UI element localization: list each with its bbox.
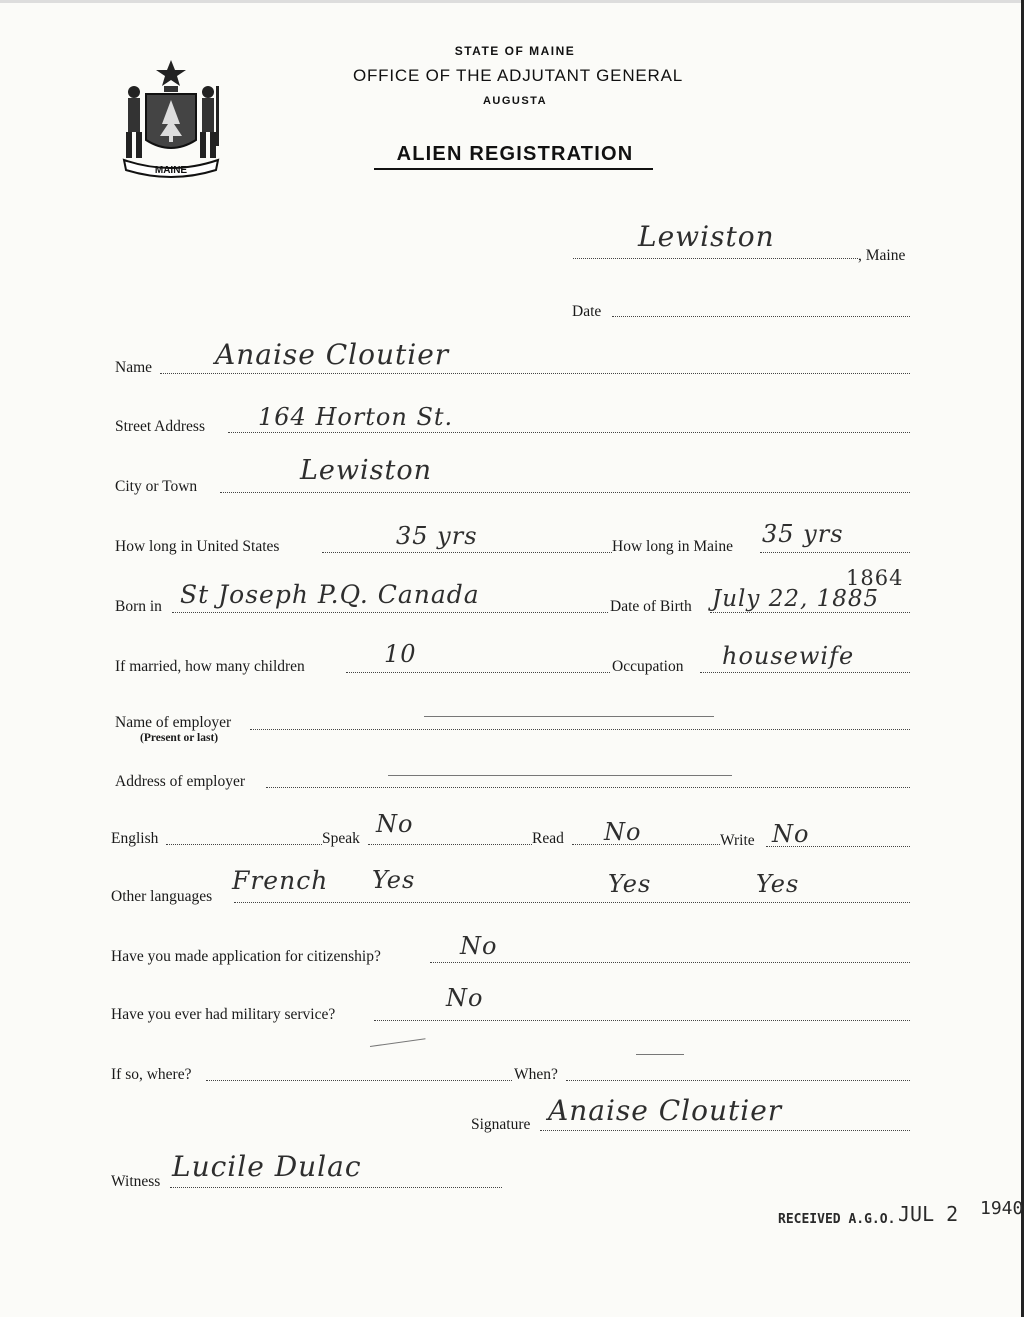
- received-stamp-text: RECEIVED A.G.O.: [778, 1212, 896, 1227]
- how-long-maine-field[interactable]: [760, 552, 910, 553]
- date-of-birth-value: July 22, 1885: [712, 586, 880, 612]
- employer-address-label: Address of employer: [115, 773, 245, 790]
- title-underline: [374, 168, 653, 170]
- other-language-speak: Yes: [372, 866, 416, 894]
- date-of-birth-field[interactable]: [710, 612, 910, 613]
- blank-dash: [636, 1054, 684, 1055]
- english-line: [166, 844, 322, 845]
- english-label: English: [111, 830, 159, 847]
- occupation-label: Occupation: [612, 658, 684, 675]
- born-in-field[interactable]: [172, 612, 608, 613]
- occupation-field[interactable]: [700, 672, 910, 673]
- how-long-us-label: How long in United States: [115, 538, 280, 555]
- city-or-town-field[interactable]: [220, 492, 910, 493]
- english-speak-field[interactable]: [368, 844, 532, 845]
- children-label: If married, how many children: [115, 658, 305, 675]
- city-or-town-label: City or Town: [115, 478, 198, 495]
- date-field[interactable]: [612, 316, 910, 317]
- employer-name-sublabel: (Present or last): [140, 732, 219, 744]
- witness-field[interactable]: [170, 1187, 502, 1188]
- street-address-value: 164 Horton St.: [258, 403, 454, 431]
- blank-dash: [388, 775, 732, 776]
- other-languages-label: Other languages: [111, 888, 213, 905]
- military-value: No: [446, 984, 484, 1012]
- header-state: STATE OF MAINE: [454, 44, 576, 58]
- english-speak-label: Speak: [322, 830, 360, 847]
- place-line: [573, 258, 858, 259]
- other-language-read: Yes: [608, 870, 652, 898]
- seal-motto: MAINE: [154, 165, 188, 176]
- english-read-label: Read: [532, 830, 564, 847]
- citizenship-value: No: [460, 932, 498, 960]
- date-label: Date: [572, 303, 602, 320]
- when-field[interactable]: [566, 1080, 910, 1081]
- children-field[interactable]: [346, 672, 610, 673]
- born-in-value: St Joseph P.Q. Canada: [180, 580, 480, 609]
- employer-address-field[interactable]: [266, 787, 910, 788]
- date-of-birth-correction: 1864: [846, 566, 904, 590]
- name-field[interactable]: [160, 373, 910, 374]
- military-label: Have you ever had military service?: [111, 1006, 336, 1023]
- military-field[interactable]: [374, 1020, 910, 1021]
- english-speak-value: No: [376, 810, 414, 838]
- other-language-write: Yes: [756, 870, 800, 898]
- name-label: Name: [115, 359, 153, 376]
- street-address-field[interactable]: [228, 432, 910, 433]
- how-long-us-field[interactable]: [322, 552, 612, 553]
- english-read-value: No: [604, 818, 642, 846]
- signature-label: Signature: [471, 1116, 531, 1133]
- received-stamp-year: 1940: [980, 1198, 1024, 1219]
- citizenship-field[interactable]: [430, 962, 910, 963]
- blank-dash: [424, 716, 714, 717]
- signature-value: Anaise Cloutier: [548, 1094, 783, 1127]
- page-edge: [0, 0, 1024, 3]
- how-long-maine-label: How long in Maine: [612, 538, 733, 555]
- witness-value: Lucile Dulac: [172, 1150, 362, 1183]
- name-value: Anaise Cloutier: [215, 338, 450, 371]
- how-long-maine-value: 35 yrs: [762, 520, 844, 548]
- english-write-value: No: [772, 820, 810, 848]
- other-language-value: French: [232, 866, 329, 895]
- english-read-field[interactable]: [572, 844, 720, 845]
- header-city: AUGUSTA: [482, 95, 548, 107]
- english-write-label: Write: [720, 832, 755, 849]
- how-long-us-value: 35 yrs: [396, 522, 478, 550]
- received-stamp-date: JUL 2: [898, 1202, 959, 1226]
- occupation-value: housewife: [722, 642, 855, 670]
- form-title: ALIEN REGISTRATION: [396, 143, 634, 165]
- place-suffix: , Maine: [858, 247, 906, 264]
- place-value: Lewiston: [638, 220, 775, 253]
- citizenship-label: Have you made application for citizenship?: [111, 948, 381, 965]
- blank-dash: [370, 1038, 426, 1047]
- other-languages-field[interactable]: [234, 902, 910, 903]
- where-field[interactable]: [206, 1080, 512, 1081]
- born-in-label: Born in: [115, 598, 162, 615]
- children-value: 10: [384, 640, 417, 668]
- street-address-label: Street Address: [115, 418, 205, 435]
- city-or-town-value: Lewiston: [300, 455, 433, 486]
- witness-label: Witness: [111, 1173, 161, 1190]
- header-office: OFFICE OF THE ADJUTANT GENERAL: [352, 66, 684, 85]
- where-label: If so, where?: [111, 1066, 192, 1083]
- when-label: When?: [514, 1066, 558, 1083]
- employer-name-label: Name of employer: [115, 714, 232, 731]
- date-of-birth-label: Date of Birth: [610, 598, 692, 615]
- signature-field[interactable]: [540, 1130, 910, 1131]
- employer-name-field[interactable]: [250, 729, 910, 730]
